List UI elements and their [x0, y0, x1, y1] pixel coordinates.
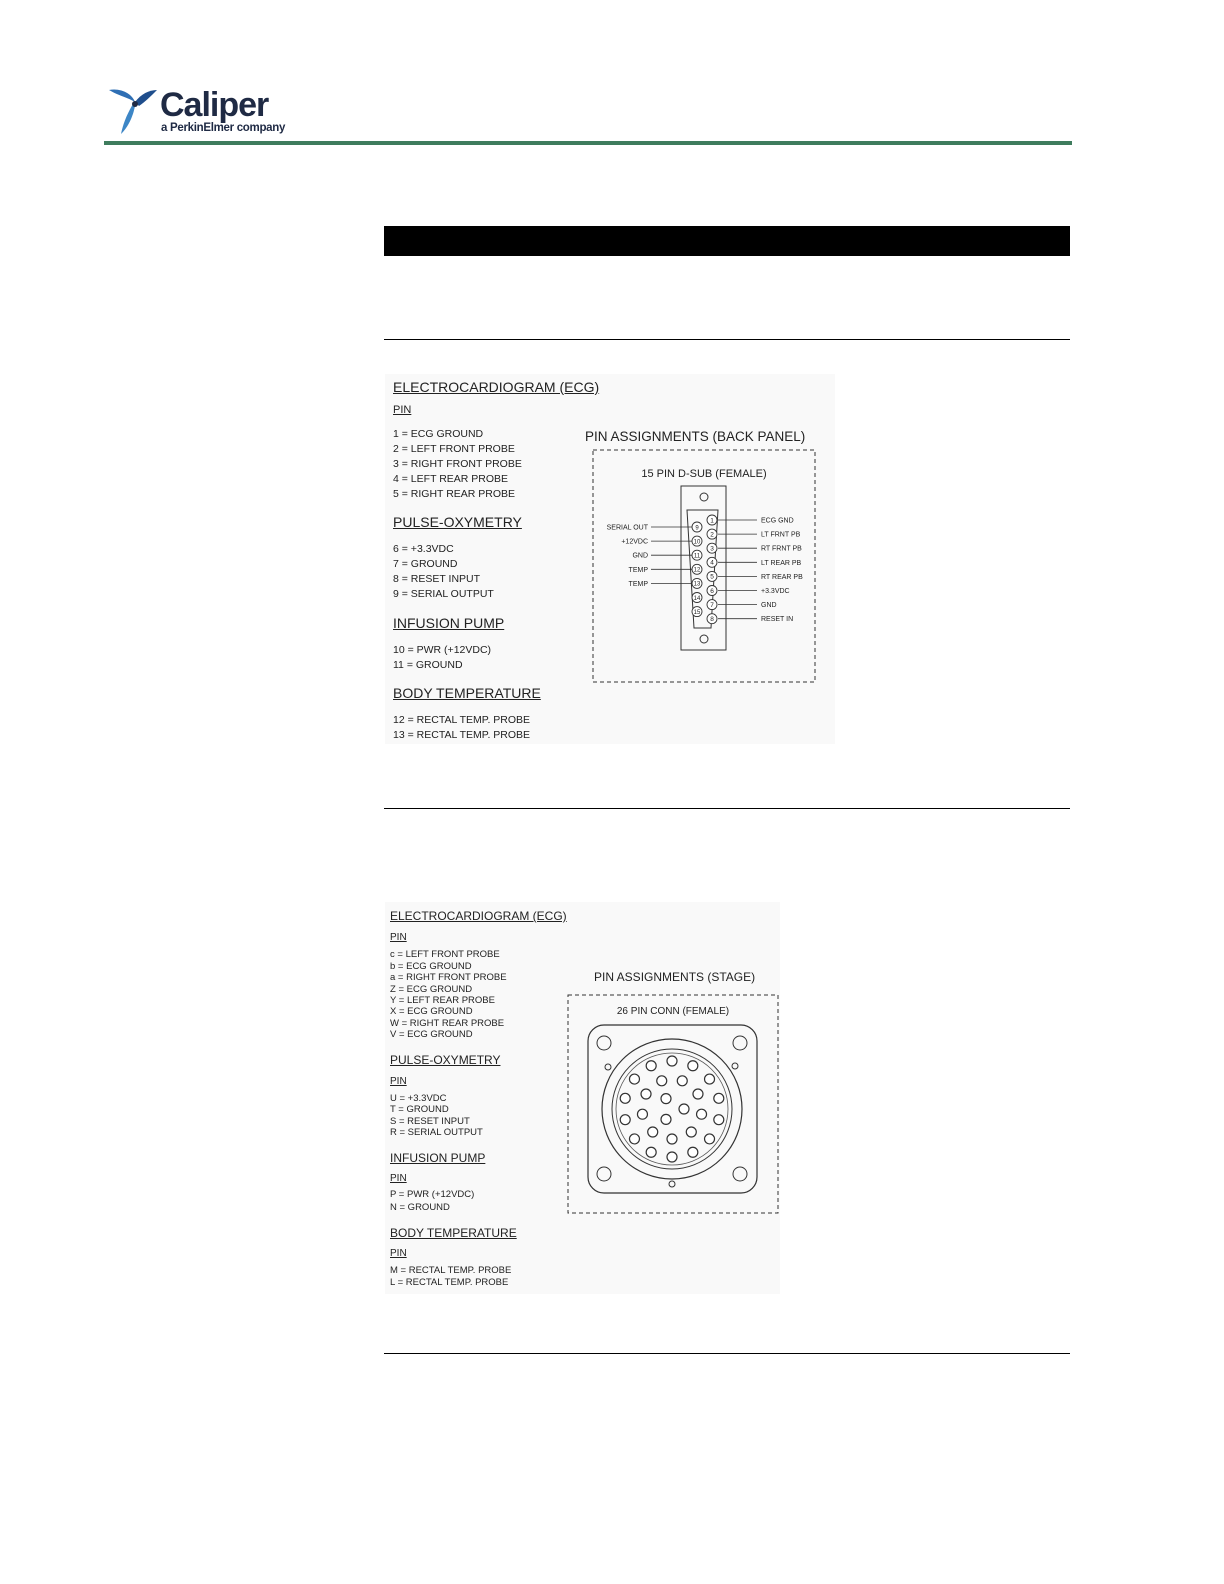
pin-heading: PIN [390, 1248, 407, 1259]
pin-socket [688, 1147, 698, 1157]
ecg-heading: ELECTROCARDIOGRAM (ECG) [390, 909, 567, 923]
infusion-pump-heading: INFUSION PUMP [393, 615, 505, 631]
pin-number: 10 [693, 539, 701, 546]
pin-signal-label: SERIAL OUT [606, 524, 648, 532]
header-rule [104, 141, 1072, 145]
pin-number: 3 [710, 545, 714, 553]
pin-heading: PIN [393, 404, 412, 416]
pin-entry: 1 = ECG GROUND [393, 428, 484, 440]
pin-socket [697, 1109, 707, 1119]
diagram-title: PIN ASSIGNMENTS (STAGE) [594, 970, 756, 984]
pin-socket [714, 1115, 724, 1125]
pin-socket [693, 1089, 703, 1099]
pin-socket [667, 1056, 677, 1066]
pin-entry: U = +3.3VDC [390, 1093, 447, 1104]
pin-entry: N = GROUND [390, 1202, 450, 1213]
pin-entry: 11 = GROUND [393, 659, 463, 671]
pin-socket [667, 1152, 677, 1162]
pin-signal-label: GND [761, 602, 777, 610]
pin-number: 15 [693, 609, 701, 616]
pin-entry: b = ECG GROUND [390, 961, 472, 972]
connector-label: 26 PIN CONN (FEMALE) [616, 1006, 730, 1017]
pin-socket [620, 1115, 630, 1125]
pin-socket [705, 1074, 715, 1084]
pin-signal-label: +12VDC [621, 538, 648, 546]
body-temperature-heading: BODY TEMPERATURE [390, 1226, 517, 1240]
pin-signal-label: RESET IN [761, 616, 794, 624]
pin-entry: c = LEFT FRONT PROBE [390, 949, 500, 960]
pin-entry: L = RECTAL TEMP. PROBE [390, 1277, 509, 1288]
pin-number: 9 [695, 525, 699, 532]
pin-socket [620, 1093, 630, 1103]
stage-26-pin-connector-diagram [385, 902, 780, 1294]
pin-entry: W = RIGHT REAR PROBE [390, 1018, 505, 1029]
pin-socket [646, 1061, 656, 1071]
brand-tagline: a PerkinElmer company [161, 122, 286, 134]
pin-number: 4 [710, 559, 714, 567]
pin-number: 11 [693, 553, 701, 560]
pin-entry: V = ECG GROUND [390, 1029, 473, 1040]
pin-signal-label: +3.3VDC [761, 588, 790, 595]
pin-socket [629, 1134, 639, 1144]
pin-signal-label: RT REAR PB [761, 573, 803, 581]
pin-socket [686, 1127, 696, 1137]
pin-number: 12 [693, 567, 701, 574]
pin-socket [714, 1093, 724, 1103]
pin-heading: PIN [390, 932, 407, 943]
pin-entry: 5 = RIGHT REAR PROBE [393, 488, 516, 500]
pin-socket [677, 1076, 687, 1086]
stage-pin-figure [385, 902, 780, 1294]
pin-signal-label: TEMP [628, 566, 648, 574]
pin-entry: T = GROUND [390, 1104, 449, 1115]
pin-socket [657, 1076, 667, 1086]
pin-entry: 9 = SERIAL OUTPUT [393, 588, 494, 600]
pin-entry: Y = LEFT REAR PROBE [390, 995, 495, 1006]
infusion-pump-heading: INFUSION PUMP [390, 1151, 486, 1165]
section-divider [384, 808, 1070, 809]
back-panel-pin-figure [385, 374, 835, 744]
pin-signal-label: LT REAR PB [761, 559, 802, 567]
pin-number: 8 [710, 616, 714, 623]
pin-entry: 4 = LEFT REAR PROBE [393, 473, 509, 485]
pin-socket [629, 1074, 639, 1084]
brand-name: Caliper [160, 86, 269, 124]
dsub-15-pin-connector-diagram [385, 374, 835, 744]
pin-number: 14 [693, 595, 701, 602]
body-temperature-heading: BODY TEMPERATURE [393, 685, 541, 701]
pin-entry: 8 = RESET INPUT [393, 573, 481, 585]
pin-entry: M = RECTAL TEMP. PROBE [390, 1265, 512, 1276]
diagram-title: PIN ASSIGNMENTS (BACK PANEL) [585, 429, 806, 444]
pin-entry: S = RESET INPUT [390, 1116, 470, 1127]
pin-signal-label: LT FRNT PB [761, 531, 801, 539]
pin-number: 13 [693, 581, 701, 588]
pin-number: 6 [710, 587, 714, 595]
pin-socket [648, 1127, 658, 1137]
pin-entry: 6 = +3.3VDC [393, 543, 454, 555]
pin-entry: P = PWR (+12VDC) [390, 1189, 475, 1200]
section-divider [384, 1353, 1070, 1354]
pulse-oxymetry-heading: PULSE-OXYMETRY [390, 1053, 501, 1067]
pin-number: 2 [710, 531, 714, 539]
pin-socket [688, 1061, 698, 1071]
pin-number: 1 [710, 517, 714, 525]
pin-entry: R = SERIAL OUTPUT [390, 1127, 483, 1138]
pin-socket [637, 1109, 647, 1119]
pin-entry: a = RIGHT FRONT PROBE [390, 972, 507, 983]
ecg-heading: ELECTROCARDIOGRAM (ECG) [393, 379, 600, 395]
caliper-logo-icon [105, 84, 157, 136]
pin-entry: Z = ECG GROUND [390, 984, 473, 995]
pin-entry: 2 = LEFT FRONT PROBE [393, 443, 515, 455]
pin-socket [679, 1104, 689, 1114]
section-title-bar [384, 226, 1070, 256]
pin-signal-label: RT FRNT PB [761, 545, 802, 553]
pin-number: 7 [710, 601, 714, 609]
pin-entry: 13 = RECTAL TEMP. PROBE [393, 729, 531, 741]
pin-entry: 3 = RIGHT FRONT PROBE [393, 458, 522, 470]
pulse-oxymetry-heading: PULSE-OXYMETRY [393, 514, 522, 530]
pin-heading: PIN [390, 1076, 407, 1087]
pin-signal-label: GND [632, 552, 648, 560]
pin-number: 5 [710, 573, 714, 581]
pin-entry: 7 = GROUND [393, 558, 458, 570]
pin-socket [661, 1094, 671, 1104]
connector-label: 15 PIN D-SUB (FEMALE) [641, 468, 767, 480]
pin-entry: 10 = PWR (+12VDC) [393, 644, 492, 656]
pin-heading: PIN [390, 1173, 407, 1184]
pin-socket [705, 1134, 715, 1144]
caliper-logo [105, 84, 286, 140]
pin-entry: X = ECG GROUND [390, 1006, 473, 1017]
pin-socket [641, 1089, 651, 1099]
section-divider [384, 339, 1070, 340]
pin-socket [661, 1114, 671, 1124]
pin-signal-label: ECG GND [761, 517, 794, 525]
pin-socket [667, 1134, 677, 1144]
pin-signal-label: TEMP [628, 580, 648, 588]
pin-entry: 12 = RECTAL TEMP. PROBE [393, 714, 531, 726]
pin-socket [646, 1147, 656, 1157]
